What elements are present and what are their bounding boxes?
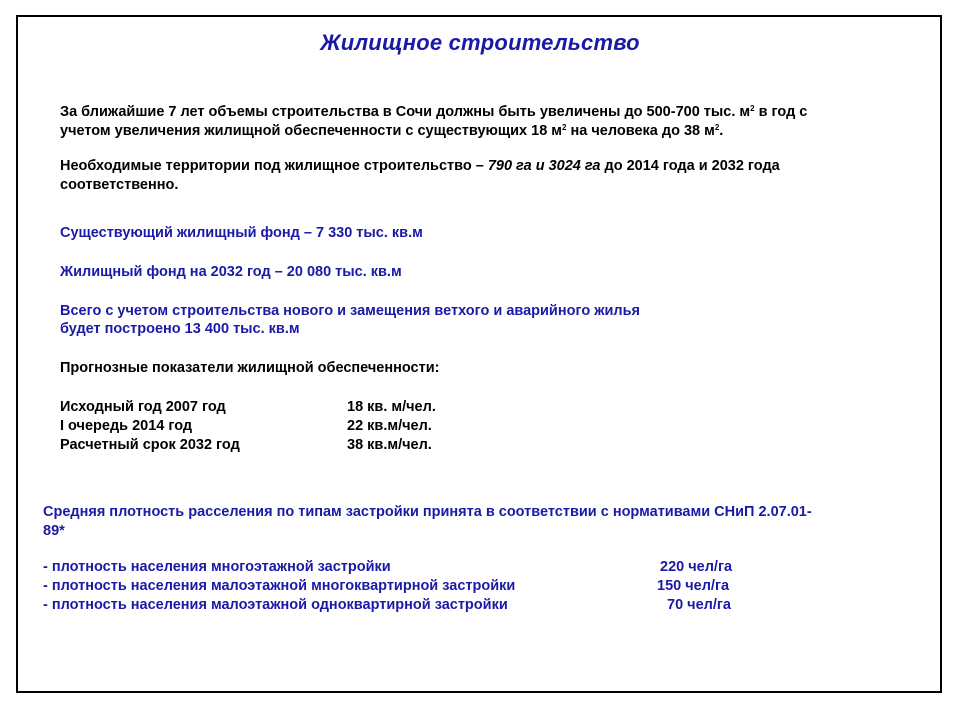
- intro-line-1-text-a: За ближайшие 7 лет объемы строительства в Сочи должны быть увеличены до 500-700 тыс. м: [60, 104, 751, 120]
- page-title: Жилищное строительство: [320, 30, 640, 55]
- density-intro-line-1: Средняя плотность расселения по типам застройки принята в соответствии с нормативами СНиП 2.07.01-: [43, 504, 812, 520]
- intro-line-2-sup-1: 2: [562, 123, 567, 132]
- territories-line-1: [60, 157, 780, 176]
- territories-text-b: до 2014 года и 2032 года: [600, 158, 780, 174]
- territories-text-a: Необходимые территории под жилищное строительство –: [60, 158, 488, 174]
- forecast-row-label: Исходный год 2007 год: [60, 399, 226, 415]
- density-row-label: - плотность населения многоэтажной застройки: [43, 559, 391, 575]
- forecast-row-value: 22 кв.м/чел.: [347, 418, 432, 434]
- intro-line-2-text-b: на человека до 38 м: [566, 123, 715, 139]
- total-built-line-2: будет построено 13 400 тыс. кв.м: [60, 321, 300, 337]
- intro-line-2-text-c: .: [719, 123, 724, 139]
- intro-line-2-sup-2: 2: [714, 123, 720, 132]
- intro-line-1-sup: 2: [750, 104, 755, 113]
- forecast-row-value: 18 кв. м/чел.: [347, 399, 436, 415]
- forecast-row-label: I очередь 2014 год: [60, 418, 193, 434]
- density-row-label: - плотность населения малоэтажной одноквартирной застройки: [43, 597, 508, 613]
- forecast-heading: Прогнозные показатели жилищной обеспеченности:: [60, 360, 440, 376]
- density-intro-line-2: 89*: [43, 523, 65, 539]
- intro-line-2: [60, 118, 723, 141]
- forecast-row-value: 38 кв.м/чел.: [347, 437, 432, 453]
- total-built-line-1: Всего с учетом строительства нового и замещения ветхого и аварийного жилья: [60, 303, 640, 319]
- density-row-value: 70 чел/га: [667, 597, 731, 613]
- intro-line-2-text-a: учетом увеличения жилищной обеспеченности с существующих 18 м: [60, 123, 563, 139]
- territories-italic: 790 га и 3024 га: [487, 158, 601, 174]
- intro-line-1-text-b: в год с: [754, 104, 808, 120]
- fund-2032: Жилищный фонд на 2032 год – 20 080 тыс. кв.м: [60, 264, 402, 280]
- density-row-value: 220 чел/га: [660, 559, 733, 575]
- forecast-row-label: Расчетный срок 2032 год: [60, 437, 240, 453]
- existing-fund: Существующий жилищный фонд – 7 330 тыс. кв.м: [60, 225, 423, 241]
- density-row-label: - плотность населения малоэтажной многоквартирной застройки: [43, 578, 516, 594]
- density-row-value: 150 чел/га: [657, 578, 730, 594]
- territories-line-2: соответственно.: [60, 177, 179, 193]
